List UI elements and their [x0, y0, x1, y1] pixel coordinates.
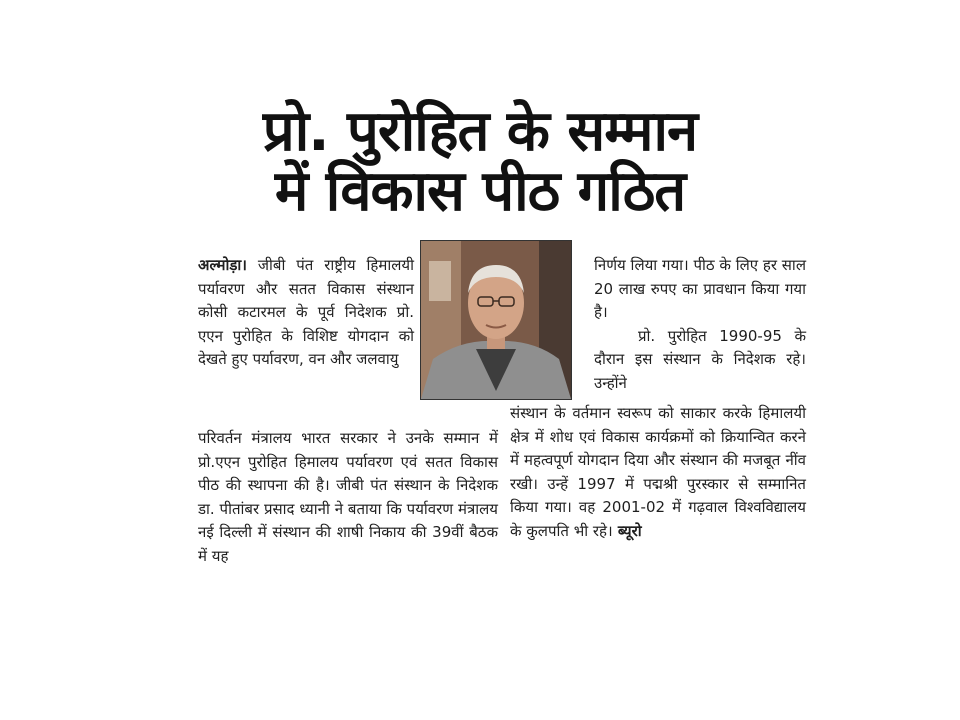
article-text-col2-top-p1: निर्णय लिया गया। पीठ के लिए हर साल 20 लाख रुपए का प्रावधान किया गया है। — [594, 256, 806, 321]
article-text-col1-top: जीबी पंत राष्ट्रीय हिमालयी पर्यावरण और सतत विकास संस्थान कोसी कटारमल के पूर्व निदेशक प्रो. एएन पुरोहित के विशिष्ट योगदान को देखते हुए पर्यावरण, वन और जलवायु — [198, 256, 414, 368]
article-text-col2-bottom: संस्थान के वर्तमान स्वरूप को साकार करके हिमालयी क्षेत्र में शोध एवं विकास कार्यक्रमों को क्रियान्वित करने में महत्वपूर्ण योगदान दिया और संस्थान की मजबूत नींव रखी। उन्हें 1997 में पद्मश्री पुरस्कार से सम्मानित किया गया। वह 2001-02 में गढ़वाल विश्वविद्यालय के कुलपति भी रहे। — [510, 404, 806, 540]
article-column-1-bottom — [198, 427, 498, 568]
headline-line-1: प्रो. पुरोहित के सम्मान — [262, 99, 698, 164]
headline-line-2: में विकास पीठ गठित — [274, 159, 686, 224]
article-column-2-bottom — [510, 402, 806, 543]
portrait-photo-icon — [421, 241, 571, 399]
byline: ब्यूरो — [612, 521, 642, 540]
dateline: अल्मोड़ा। — [198, 256, 247, 274]
article-text-col2-top-p2: प्रो. पुरोहित 1990-95 के दौरान इस संस्थान के निदेशक रहे। उन्होंने — [594, 326, 806, 392]
article-column-2-top — [594, 254, 806, 395]
article-text-col1-bottom: परिवर्तन मंत्रालय भारत सरकार ने उनके सम्मान में प्रो.एएन पुरोहित हिमालय पर्यावरण एवं सतत विकास पीठ की स्थापना की है। जीबी पंत संस्थान के निदेशक डा. पीतांबर प्रसाद ध्यानी ने बताया कि पर्यावरण मंत्रालय नई दिल्ली में संस्थान की शाषी निकाय की 39वीं बैठक में यह — [198, 429, 498, 565]
portrait-photo — [420, 240, 572, 400]
article-column-1-top — [198, 254, 414, 372]
